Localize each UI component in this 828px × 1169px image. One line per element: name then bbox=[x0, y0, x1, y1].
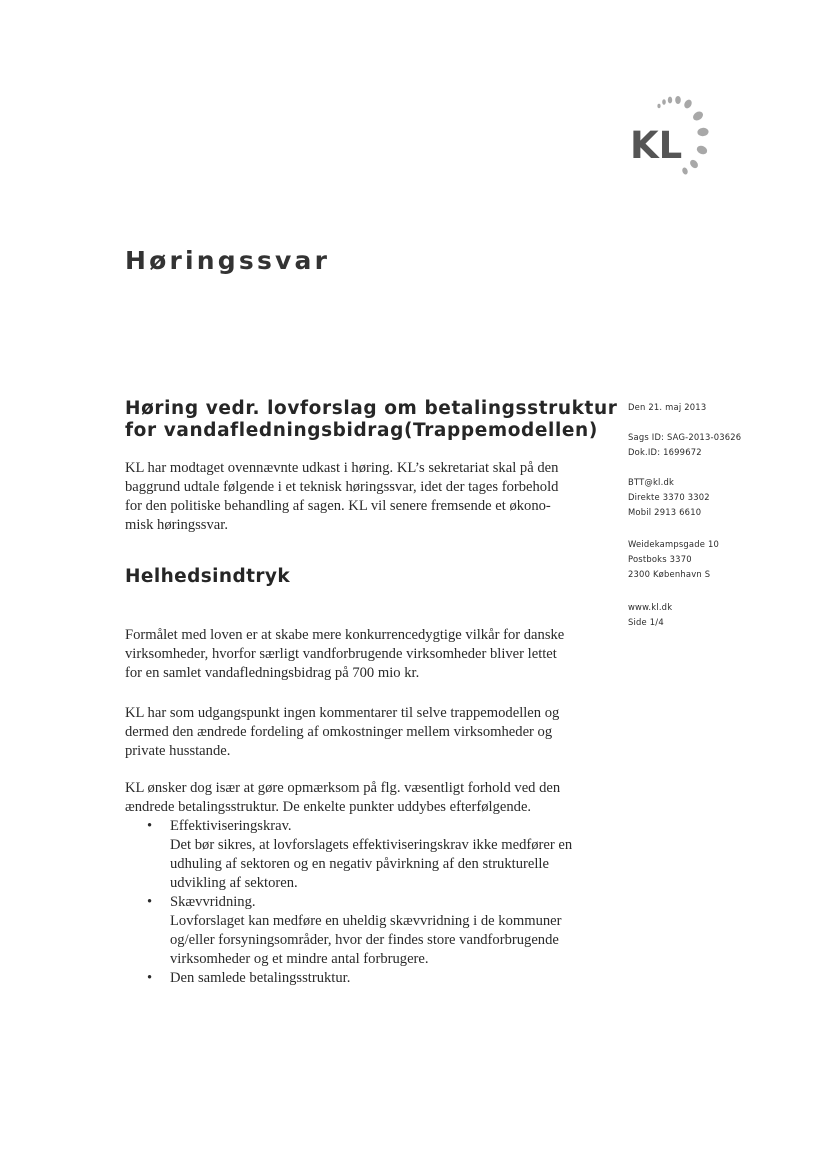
text-line: KL ønsker dog især at gøre opmærksom på flg. væsentligt forhold ved den bbox=[125, 780, 561, 796]
paragraph-concerns bbox=[125, 779, 600, 817]
text-line: Det bør sikres, at lovforslagets effektiviseringskrav ikke medfører en bbox=[170, 837, 573, 853]
list-item bbox=[125, 893, 605, 969]
text-line: virksomheder og et mindre antal forbrugere. bbox=[170, 951, 429, 967]
kl-logo-graphic bbox=[622, 92, 722, 178]
kl-logo bbox=[622, 92, 722, 178]
text-line: KL har modtaget ovennævnte udkast i høring. KL’s sekretariat skal på den bbox=[125, 460, 559, 476]
title-line: Høring vedr. lovforslag om betalingsstruktur bbox=[125, 398, 618, 419]
text-line: misk høringssvar. bbox=[125, 517, 228, 533]
text-line: virksomheder, hvorfor særligt vandforbrugende virksomheder bliver lettet bbox=[125, 646, 557, 662]
document-title bbox=[125, 398, 618, 442]
sidebar-date bbox=[628, 400, 706, 415]
direct-phone: Direkte 3370 3302 bbox=[628, 492, 710, 502]
mobile-phone: Mobil 2913 6610 bbox=[628, 507, 702, 517]
text-line: KL har som udgangspunkt ingen kommentarer til selve trappemodellen og bbox=[125, 705, 560, 721]
sidebar-contact bbox=[628, 475, 710, 520]
title-line: for vandafledningsbidrag(Trappemodellen) bbox=[125, 420, 598, 441]
text-line: baggrund udtale følgende i et teknisk høringssvar, idet der tages forbehold bbox=[125, 479, 559, 495]
text-line: udhuling af sektoren og en negativ påvirkning af den strukturelle bbox=[170, 856, 549, 872]
bullet-list bbox=[125, 817, 605, 988]
paragraph-comments bbox=[125, 704, 600, 761]
street-address: Weidekampsgade 10 bbox=[628, 539, 720, 549]
text-line: for en samlet vandafledningsbidrag på 700 mio kr. bbox=[125, 665, 420, 681]
text-line: for den politiske behandling af sagen. KL vil senere fremsende et økono- bbox=[125, 498, 551, 514]
list-item bbox=[125, 817, 605, 893]
case-id: Sags ID: SAG-2013-03626 bbox=[628, 432, 742, 442]
list-item bbox=[125, 969, 605, 988]
section-heading: Helhedsindtryk bbox=[125, 566, 291, 587]
postbox: Postboks 3370 bbox=[628, 554, 692, 564]
city: 2300 København S bbox=[628, 569, 711, 579]
logo-text: KL bbox=[630, 124, 683, 167]
bullet-title: Den samlede betalingsstruktur. bbox=[170, 970, 351, 986]
text-line: ændrede betalingsstruktur. De enkelte punkter uddybes efterfølgende. bbox=[125, 799, 532, 815]
text-line: dermed den ændrede fordeling af omkostninger mellem virksomheder og bbox=[125, 724, 553, 740]
bullet-title: Skævvridning. bbox=[170, 894, 256, 910]
date-text: Den 21. maj 2013 bbox=[628, 402, 707, 412]
bullet-dot: • bbox=[147, 818, 153, 834]
bullet-title: Effektiviseringskrav. bbox=[170, 818, 292, 834]
paragraph-purpose bbox=[125, 626, 600, 683]
intro-paragraph bbox=[125, 459, 600, 535]
website-link[interactable]: www.kl.dk bbox=[628, 602, 673, 612]
text-line: private husstande. bbox=[125, 743, 231, 759]
page-number: Side 1/4 bbox=[628, 617, 664, 627]
email-link[interactable]: BTT@kl.dk bbox=[628, 477, 675, 487]
document-type-heading: Høringssvar bbox=[125, 246, 331, 275]
text-line: og/eller forsyningsområder, hvor der findes store vandforbrugende bbox=[170, 932, 559, 948]
sidebar-address bbox=[628, 537, 719, 582]
text-line: Formålet med loven er at skabe mere konkurrencedygtige vilkår for danske bbox=[125, 627, 565, 643]
text-line: udvikling af sektoren. bbox=[170, 875, 298, 891]
bullet-dot: • bbox=[147, 894, 153, 910]
sidebar-ids bbox=[628, 430, 741, 460]
bullet-dot: • bbox=[147, 970, 153, 986]
text-line: Lovforslaget kan medføre en uheldig skævvridning i de kommuner bbox=[170, 913, 562, 929]
sidebar-web bbox=[628, 600, 672, 630]
document-id: Dok.ID: 1699672 bbox=[628, 447, 702, 457]
